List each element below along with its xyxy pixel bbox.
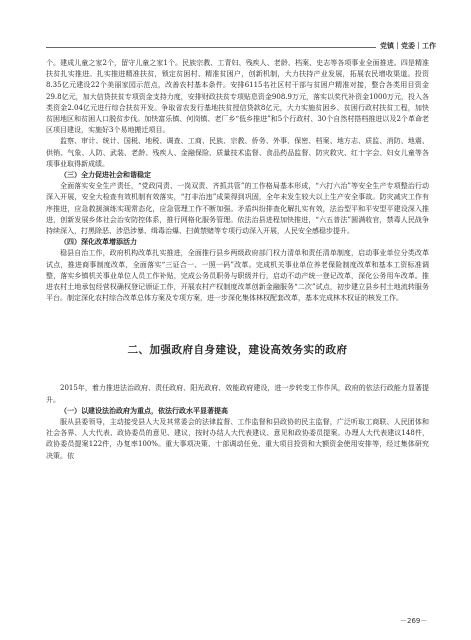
paragraph-rule-of-law: 服从县委领导，主动接受县人大及其常委会的法律监督、工作监督和县政协的民主监督，广泛听取工商联、人民团体和社会各界、人大代表、政协委员的意见、建议，按时办结人大代表建议、意见和政协委员提案。办理人大代表建议148件，政协委员提案122件，办复率100%。重大事项决策、十部调动任免、重大项目投资和大额资金使用安排等，经过集体研究决策。依 xyxy=(46,418,429,460)
header-rule xyxy=(46,47,376,48)
paragraph-government-intro: 2015年，着力推进法治政府、责任政府、阳光政府、效能政府建设，进一步转变工作作风，政府的依法行政能力显著提升。 xyxy=(46,384,429,404)
page-number: －269－ xyxy=(400,617,428,625)
paragraph-social-stability: 全面落实安全生产责任，“党政同责、一岗双责、齐抓共管”的工作格局基本形成，“六打六治”等安全生产专项整治行动深入开展，安全大检查有效机制有效落实，“打非治违”成果得到巩固，全年未发生较大以上生产安全事故。防灾减灾工作有序推进，应急救援演练实现常态化，应急管理工作不断加强。矛盾纠纷排查化解扎实有效，法治型平和平安型平建设深入推进，创新发展乡体社会治安防控体系，推行网格化服务管理。依法治县进程加快推进，“六五普法”圆满收官，禁毒人民战争持续深入，打黑除恶、涉恐涉暴、缉毒治爆、扫黄禁赌等专项行动深入开展，人民安全感稳步提升。 xyxy=(46,182,429,236)
running-header: 党镇｜党委｜工作 xyxy=(380,42,436,50)
paragraph-poverty-alleviation: 个。建成儿童之家2个，留守儿童之家1个。民族宗教、工青妇、残疾人、老龄、档案、史志等各项事业全面推进。四是精准扶贫扎实推进。扎实推进精准扶贫，锁定贫困村、精准贫困户，创新机制，大力扶持产业发展，拓展农民增收渠道。投资8.35亿元建设22个美丽家园示范点，改善农村基本条件。安排6115名社区村干部与贫困户精准对接，整合各类用目资金29.8亿元，加大信贷扶贫专项资金支持力度，安排财政扶贫专项贴息资金908.9万元，落实以奖代补资金1000万元，投入各类资金2.04亿元进行综合扶贫开发。争取省农发行基地扶贫授信贷款8亿元，大力实施贫困乡、贫困行政村扶贫工程，加快贫困地区和贫困人口脱贫步伐。加快富乐镇、何岗镇、老厂乡“低乡推进”和5个行政村、30个自然村搭档推进以及2个革命老区项目建设，实施好3个易地搬迁项目。 xyxy=(46,59,429,135)
page-body xyxy=(46,58,429,462)
paragraph-reform: 稳县自治工作，政府机构改革扎实推进，全面推行县乡两级政府部门权力清单和责任清单制度，启动事业单位分类改革试点，推进商事制度改革，全面落实“三证合一、一照一码”改革。完成机关事业单位养老保险制度改革和基本工资标准调整，落实乡镇机关事业单位人员工作补贴，完成公务员职务与职级并行，启动不动产统一登记改革，深化公务用车改革。推进农村土地承包经营权确权登记颁证工作，开展农村产权制度改革创新金融服务“二次”试点，初步建立县乡村土地流转服务平台。制定深化农村综合改革总体方案及专项方案，进一步深化集体林权配套改革，基本完成林木权证的核发工作。 xyxy=(46,249,429,303)
section-title-government-building: 二、加强政府自身建设，建设高效务实的政府 xyxy=(127,344,348,357)
subheading-rule-of-law: （一）以建设法治政府为重点，依法行政水平显著提高 xyxy=(60,406,228,415)
paragraph-social-undertakings: 监察、审计、统计、国税、地税、调查、工商、民族、宗教、侨务、外事、保密、档案、地方志、质监、消防、地震、供销、气象、人防、武装、老龄、残疾人、金融保险、质量技术监督、食品药品监督、防灾救灾、红十字会、妇女儿童等各项事业取得新成绩。 xyxy=(46,137,429,168)
subheading-reform: （四）深化改革增添活力 xyxy=(60,238,137,247)
subheading-social-stability: （三）全力促进社会和谐稳定 xyxy=(60,171,151,180)
